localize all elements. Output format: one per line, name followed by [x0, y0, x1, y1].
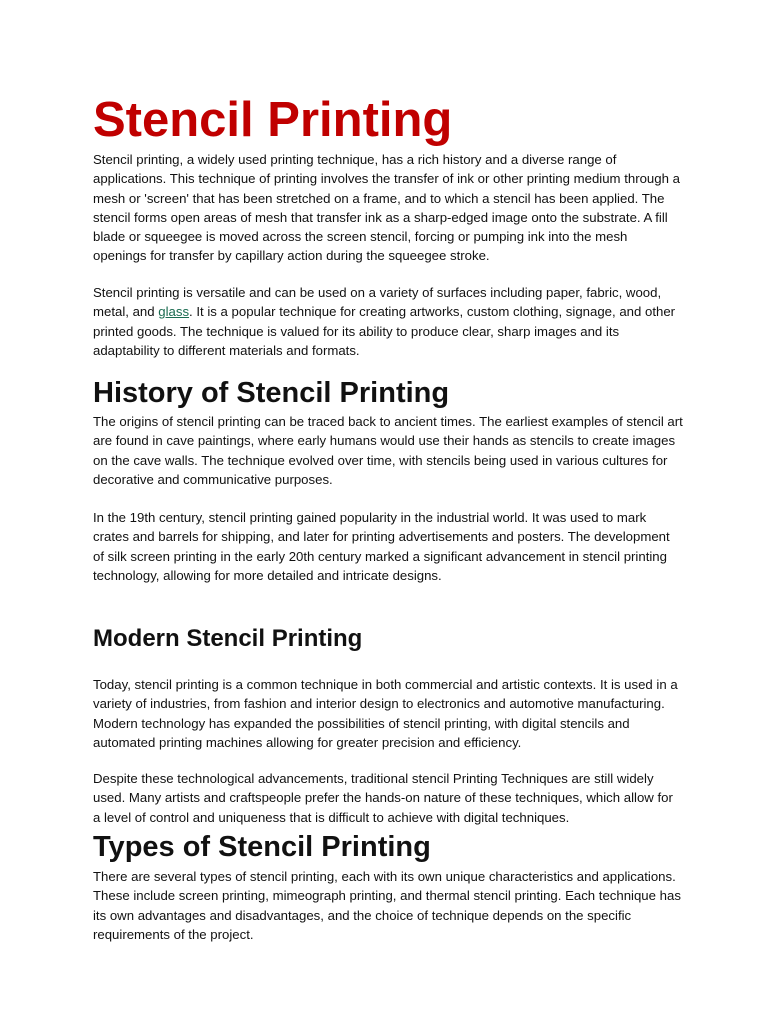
modern-body-1 [93, 675, 683, 752]
history-body-1 [93, 412, 683, 489]
types-section [93, 830, 683, 864]
history-section [93, 376, 683, 410]
intro-paragraph-1: Stencil printing, a widely used printing technique, has a rich history and a diverse range of applications. This technique of printing involves the transfer of ink or other printing medium through a mesh or 'screen' that has been stretched on a frame, and to which a stencil has been applied. The stencil forms open areas of mesh that transfer ink as a sharp-edged image onto the substrate. A fill blade or squeegee is moved across the screen stencil, forcing or pumping ink into the mesh openings for transfer by capillary action during the squeegee stroke. [93, 152, 680, 264]
history-heading: History of Stencil Printing [93, 377, 450, 409]
modern-paragraph-2: Despite these technological advancements, traditional stencil Printing Techniques are still widely used. Many artists and craftspeople prefer the hands-on nature of these techniques, which allow for a level of control and uniqueness that is difficult to achieve with digital techniques. [93, 771, 673, 825]
history-paragraph-1: The origins of stencil printing can be traced back to ancient times. The earliest examples of stencil art are found in cave paintings, where early humans would use their hands as stencils to create images on the cave walls. The technique evolved over time, with stencils being used in various cultures for decorative and communicative purposes. [93, 414, 683, 487]
types-paragraph-1: There are several types of stencil printing, each with its own unique characteristics and applications. These include screen printing, mimeograph printing, and thermal stencil printing. Each technique has its own advantages and disadvantages, and the choice of technique depends on the specific requirements of the project. [93, 869, 681, 942]
history-paragraph-2: In the 19th century, stencil printing gained popularity in the industrial world. It was used to mark crates and barrels for shipping, and later for printing advertisements and posters. The development of silk screen printing in the early 20th century marked a significant advancement in stencil printing technology, allowing for more detailed and intricate designs. [93, 510, 670, 583]
page-title: Stencil Printing [93, 93, 453, 147]
modern-heading: Modern Stencil Printing [93, 625, 363, 652]
modern-paragraph-1: Today, stencil printing is a common technique in both commercial and artistic contexts. It is used in a variety of industries, from fashion and interior design to electronics and automotive manufacturing. Modern technology has expanded the possibilities of stencil printing, with digital stencils and automated printing machines allowing for greater precision and efficiency. [93, 677, 678, 750]
intro-section-2 [93, 283, 683, 360]
intro-paragraph-2-start: Stencil printing is versatile and can be used on a variety of surfaces including paper, fabric, wood, metal, and [93, 285, 662, 320]
glass-link[interactable]: glass [158, 304, 190, 320]
types-body-1 [93, 867, 683, 944]
modern-body-2 [93, 769, 683, 827]
intro-paragraph-2-end: . It is a popular technique for creating artworks, custom clothing, signage, and other printed goods. The technique is valued for its ability to produce clear, sharp images and its adaptability to different materials and formats. [93, 304, 676, 358]
intro-section [93, 150, 683, 266]
history-body-2 [93, 508, 683, 585]
intro-paragraph-2 [93, 283, 683, 360]
modern-section [93, 625, 683, 653]
types-heading: Types of Stencil Printing [93, 831, 431, 863]
